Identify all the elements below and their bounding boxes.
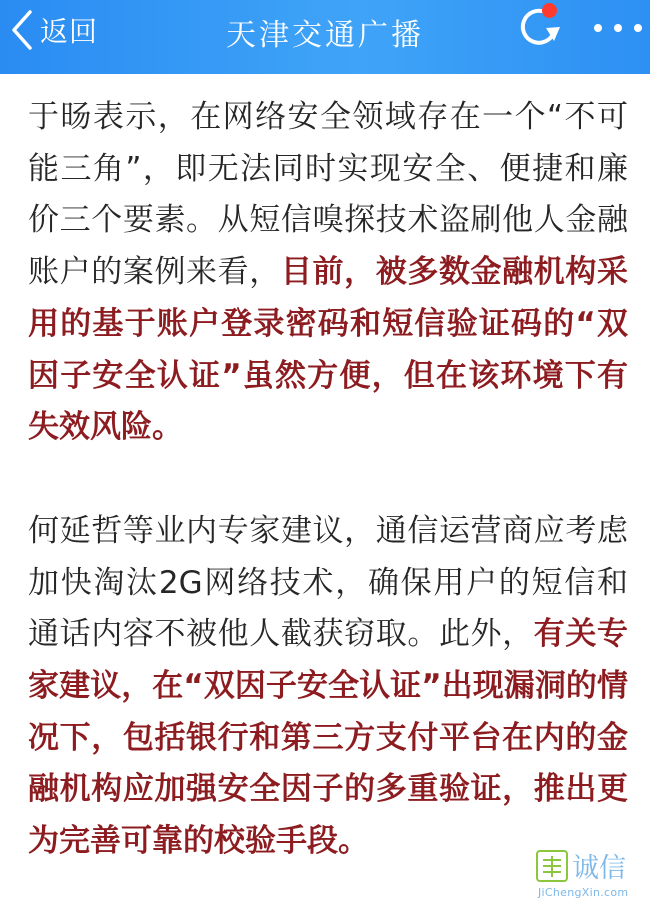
paragraph-text: 于旸表示，在网络安全领域存在一个“不可能三角”，即无法同时实现安全、便捷和廉价三个要素。从短信嗅探技术盗刷他人金融账户的案例来看， — [28, 99, 628, 291]
watermark-logo — [536, 850, 646, 884]
watermark — [536, 850, 648, 900]
top-navigation-bar — [0, 0, 650, 74]
more-icon — [634, 24, 642, 32]
chevron-left-icon — [10, 9, 34, 51]
refresh-icon — [512, 2, 566, 52]
watermark-logo-text: 诚信 — [572, 853, 626, 884]
article-paragraph-1 — [28, 92, 628, 454]
more-icon — [614, 24, 622, 32]
refresh-button[interactable] — [512, 2, 566, 52]
watermark-url: JiChengXin.com — [538, 886, 629, 899]
article-content — [28, 92, 628, 868]
article-paragraph-2 — [28, 506, 628, 868]
notification-dot — [542, 3, 557, 18]
more-icon — [594, 24, 602, 32]
highlighted-text: 目前，被多数金融机构采用的基于账户登录密码和短信验证码的“双因子安全认证”虽然方便，但在该环境下有失效风险。 — [28, 254, 629, 446]
highlighted-text: 有关专家建议，在“双因子安全认证”出现漏洞的情况下，包括银行和第三方支付平台在内的金融机构应加强安全因子的多重验证，推出更为完善可靠的校验手段。 — [28, 616, 629, 860]
back-label: 返回 — [40, 15, 99, 48]
page-title: 天津交通广播 — [226, 18, 424, 53]
more-button[interactable] — [594, 10, 642, 46]
paragraph-text: 何延哲等业内专家建议，通信运营商应考虑加快淘汰2G网络技术，确保用户的短信和通话内容不被他人截获窃取。此外， — [28, 512, 628, 653]
back-button[interactable] — [10, 8, 98, 52]
